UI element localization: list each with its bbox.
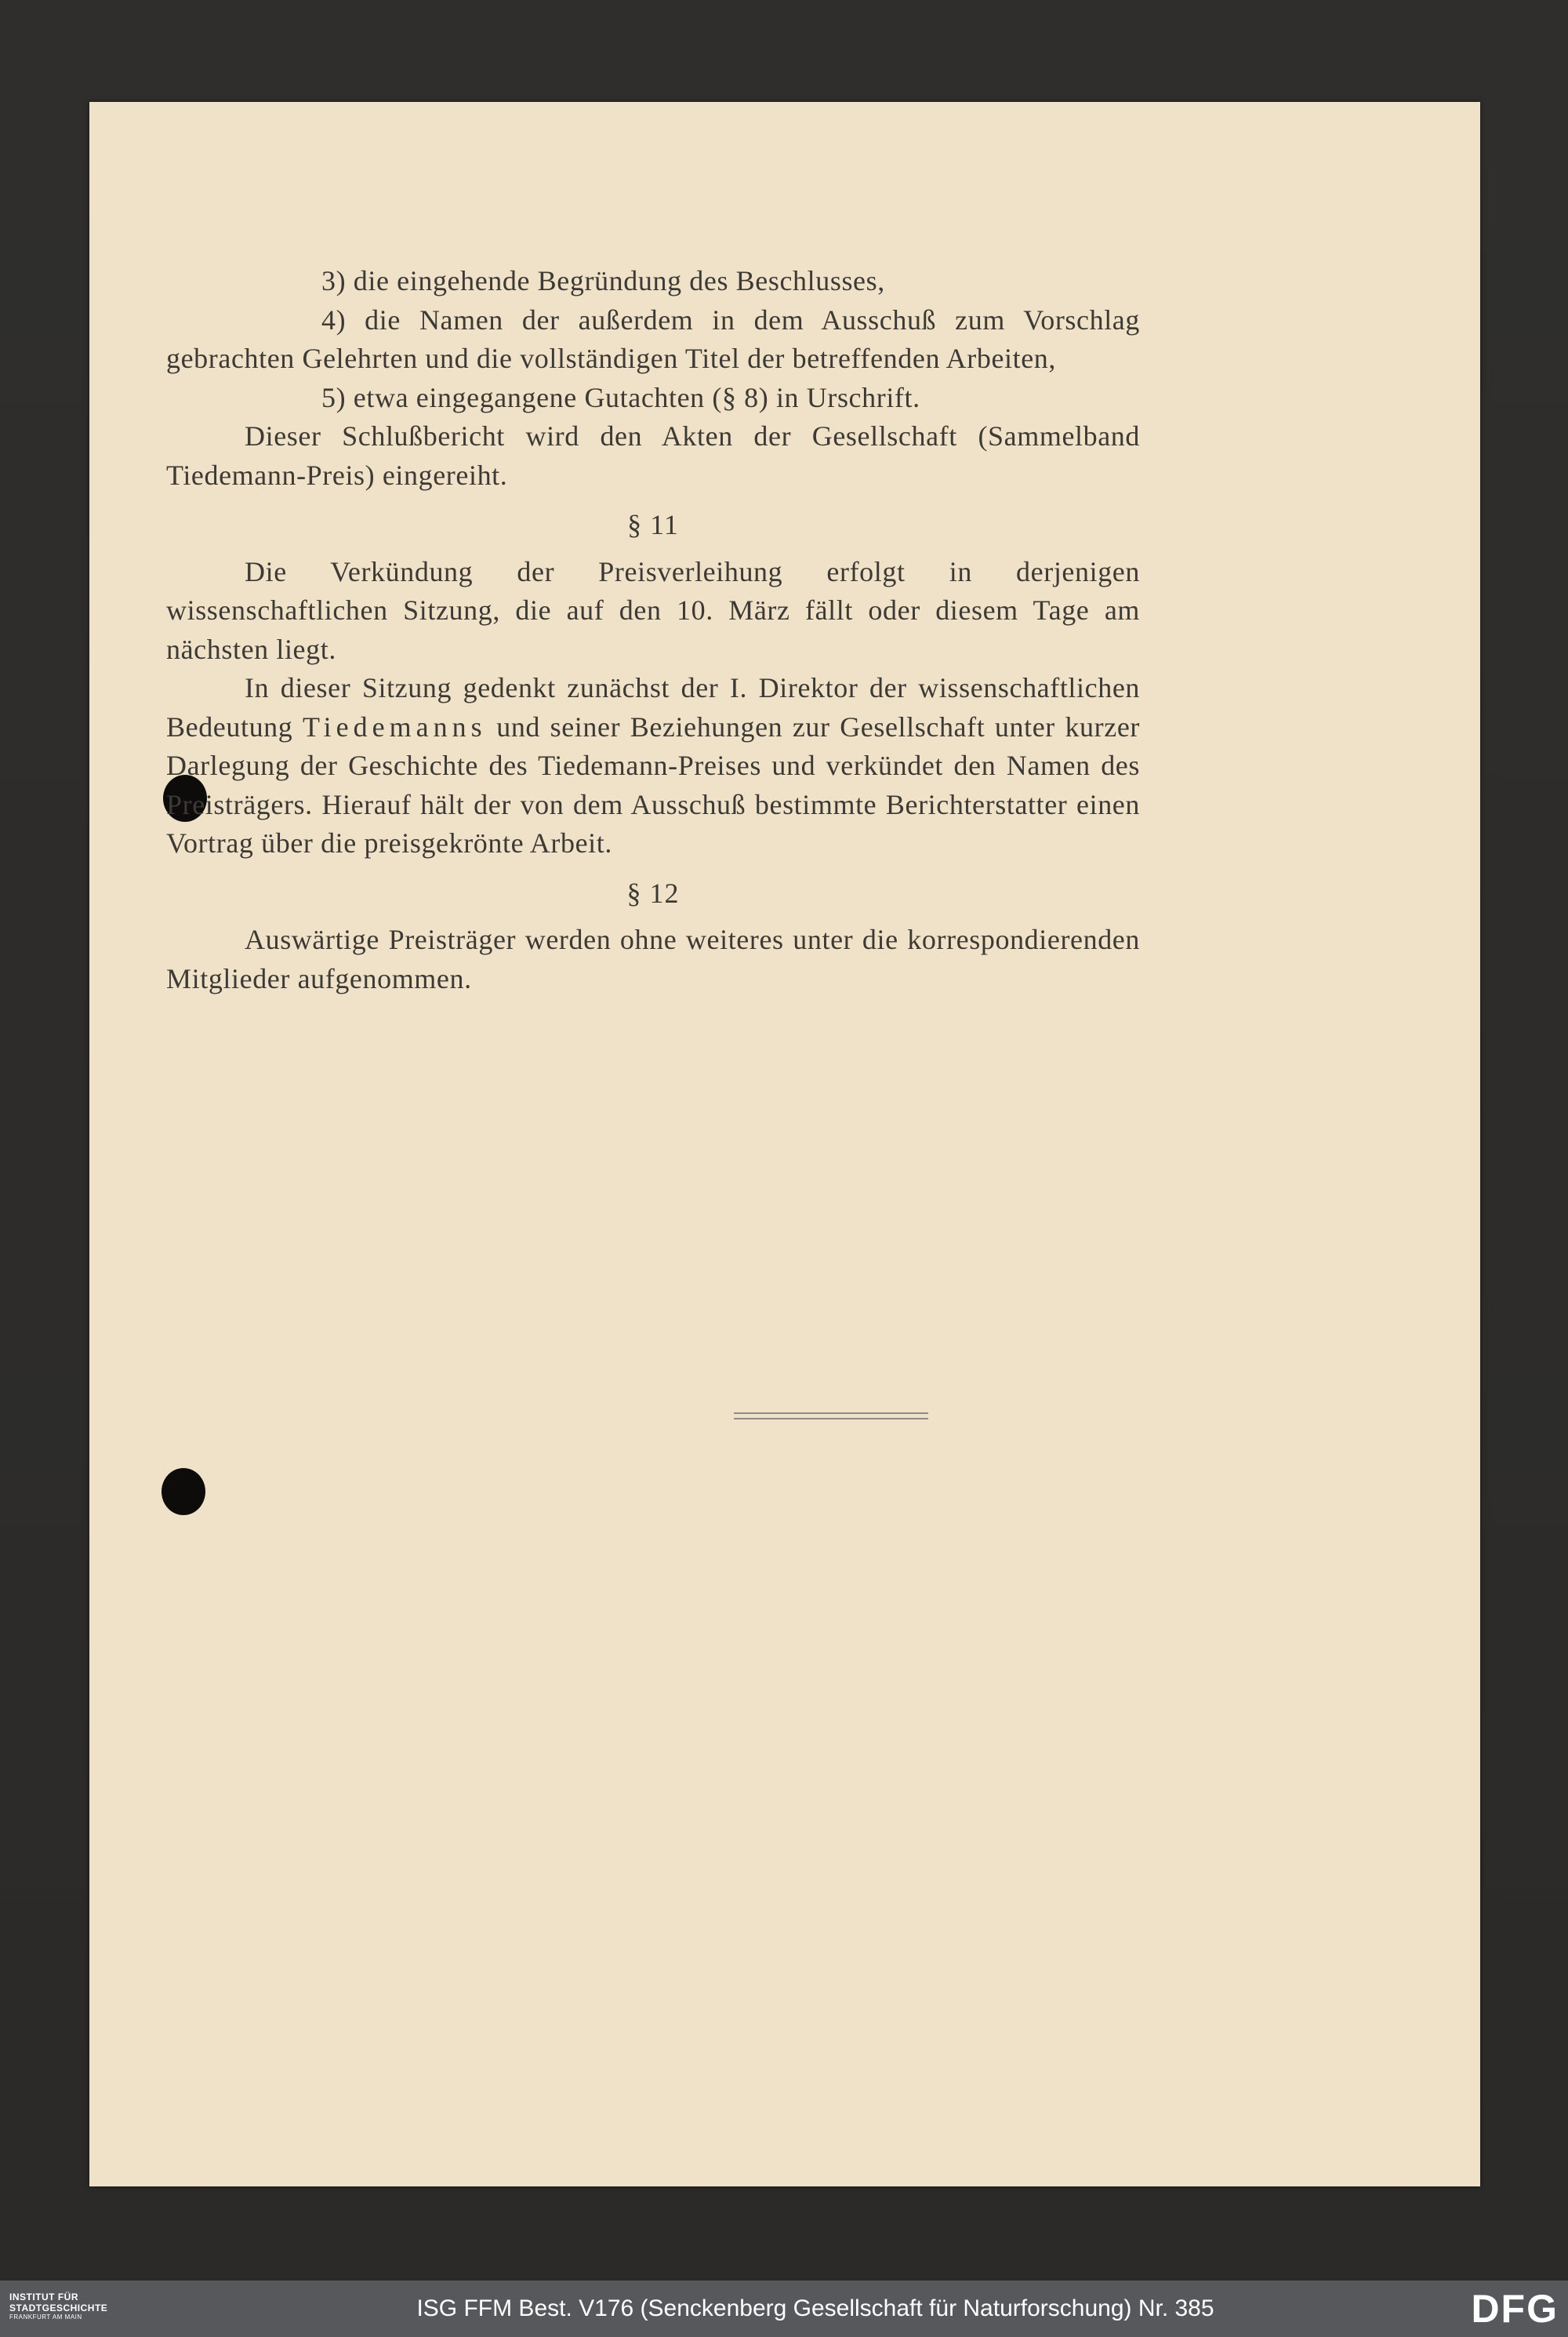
closing-divider [734, 1412, 928, 1419]
list-item-3: 3) die eingehende Begründung des Beschlusses, [321, 265, 885, 296]
report-paragraph: Dieser Schlußbericht wird den Akten der Gesellschaft (Sammelband Tiedemann-Preis) eingereiht. [166, 420, 1140, 491]
punch-hole-bottom [162, 1468, 205, 1515]
section-11-paragraph-2 [166, 669, 1140, 863]
section-11-paragraph-1: Die Verkündung der Preisverleihung erfolgt in derjenigen wissenschaftlichen Sitzung, die auf den 10. März fällt oder diesem Tage am nächsten liegt. [166, 555, 1140, 665]
institute-logo-line-3: FRANKFURT AM MAIN [9, 2313, 82, 2321]
section-11-heading: § 11 [627, 509, 679, 540]
dfg-logo: DFG [1471, 2287, 1559, 2331]
document-text [166, 262, 1140, 998]
institute-logo-line-2: STADTGESCHICHTE [9, 2302, 108, 2313]
tiedemann-name: Tiedemanns [302, 711, 487, 743]
section-12-heading: § 12 [626, 877, 680, 909]
section-11-paragraph-2-start: In dieser Sitzung gedenkt zunächst der I. Direktor der wissenschaftlichen Bedeutung [166, 672, 1140, 743]
list-item-5: 5) etwa eingegangene Gutachten (§ 8) in Urschrift. [321, 381, 920, 413]
archive-footer-bar [0, 2281, 1568, 2337]
institute-logo-line-1: INSTITUT FÜR [9, 2292, 78, 2302]
section-11-paragraph-2-end: und seiner Beziehungen zur Gesellschaft unter kurzer Darlegung der Geschichte des Tiedemann-Preises und verkündet den Namen des Preisträgers. Hierauf hält der von dem Ausschuß bestimmte Berichterstatter einen Vortrag über die preisgekrönte Arbeit. [166, 711, 1140, 859]
section-12-paragraph-1: Auswärtige Preisträger werden ohne weiteres unter die korrespondierenden Mitglieder aufgenommen. [166, 924, 1140, 994]
list-item-4: 4) die Namen der außerdem in dem Ausschuß zum Vorschlag gebrachten Gelehrten und die vollständigen Titel der betreffenden Arbeiten, [166, 303, 1140, 374]
archive-reference-caption: ISG FFM Best. V176 (Senckenberg Gesellschaft für Naturforschung) Nr. 385 [416, 2295, 1214, 2321]
